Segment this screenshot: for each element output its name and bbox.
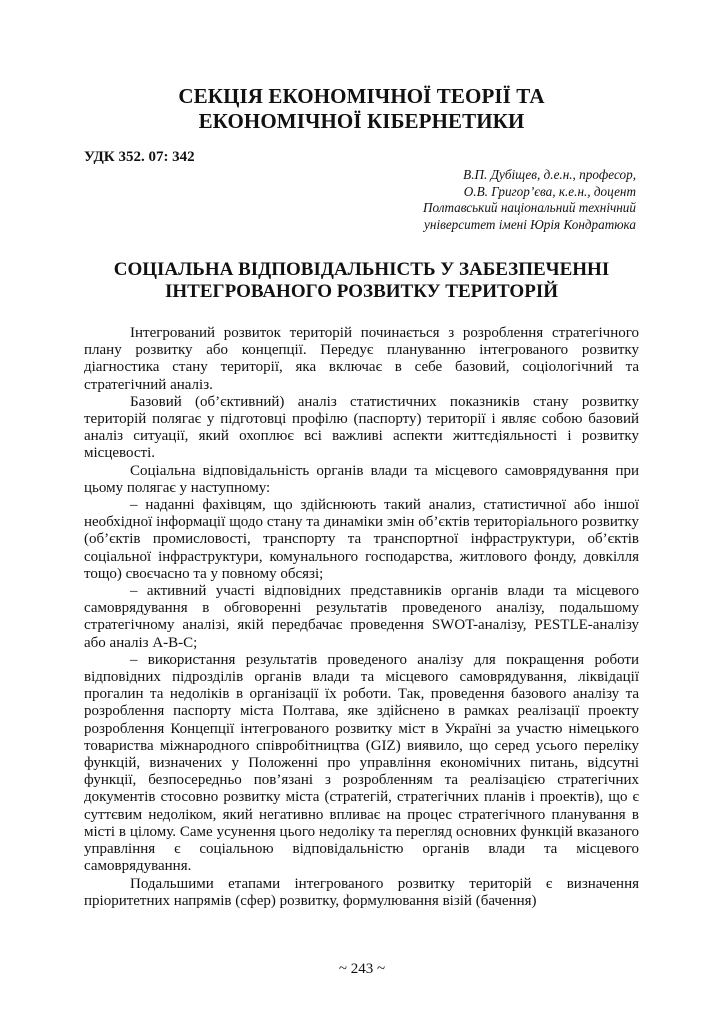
udk-code: УДК 352. 07: 342	[84, 149, 195, 165]
author-2: О.В. Григор’єва, к.е.н., доцент	[463, 183, 636, 199]
list-item-3: – використання результатів проведеного аналізу для покращення роботи відповідних підрозділів органів влади та місцевого самоврядування, ліквідації прогалин та недоліків в організації їх роботи. Так, проведення базового аналізу та розроблення паспорту міста Полтава, яке здійснено в рамках реалізації проекту розроблення Концепції інтегрованого розвитку міст в Україні за участю німецького товариства міжнародного співробітництва (GIZ) виявило, що серед усього переліку функцій, визначених у Положенні про управління економічних питань, відсутні функції, безпосередньо пов’язані з розробленням та реалізацією стратегічних документів стосовно розвитку міста (стратегій, стратегічних планів і проектів), що є суттєвим недоліком, який негативно впливає на процес стратегічного планування в місті в цілому. Саме усунення цього недоліку та перегляд основних функцій вказаного управління є соціальною відповідальністю органів влади та місцевого самоврядування.	[84, 651, 639, 875]
list-item-2: – активний участі відповідних представників органів влади та місцевого самоврядування в обговоренні результатів проведеного аналізу, подальшому стратегічному аналізі, якій передбачає проведення SWOT-аналізу, PESTLE-аналізу або аналіз А-В-С;	[84, 583, 639, 651]
page-number: ~ 243 ~	[338, 961, 386, 977]
affiliation-line-2: університет імені Юрія Кондратюка	[424, 216, 636, 232]
paragraph-2: Базовий (об’єктивний) аналіз статистичних показників стану розвитку територій полягає у підготовці профілю (паспорту) території і являє собою базовий аналіз ситуації, який охоплює всі важливі аспекти життєдіяльності і розвитку місцевості.	[84, 393, 639, 462]
section-title-line-1: СЕКЦІЯ ЕКОНОМІЧНОЇ ТЕОРІЇ ТА	[178, 84, 545, 108]
section-title	[84, 84, 639, 134]
paragraph-4: Подальшими етапами інтегрованого розвитку територій є визначення пріоритетних напрямів (сфер) розвитку, формулювання візій (бачення)	[84, 875, 639, 909]
author-1: В.П. Дубіщев, д.е.н., професор,	[463, 167, 636, 182]
list-item-1: – наданні фахівцям, що здійснюють такий анализ, статистичної або іншої необхідної інформації щодо стану та динаміки змін об’єктів територіального розвитку (об’єктів промисловості, транспорту та транспортної інфраструктури, об’єктів соціальної інфраструктури, комунального господарства, житлового фонду, довкілля тощо) своєчасно та у повному обсязі;	[84, 497, 639, 582]
affiliation-line-1: Полтавський національний технічний	[422, 200, 636, 215]
section-title-line-2: ЕКОНОМІЧНОЇ КІБЕРНЕТИКИ	[198, 109, 525, 133]
article-title-line-2: ІНТЕГРОВАНОГО РОЗВИТКУ ТЕРИТОРІЙ	[164, 281, 558, 302]
author-block	[84, 167, 636, 233]
page-content	[84, 84, 639, 910]
paragraph-3: Соціальна відповідальність органів влади та місцевого самоврядування при цьому полягає у наступному:	[84, 462, 639, 496]
paragraph-1: Інтегрований розвиток територій починається з розроблення стратегічного плану розвитку або концепції. Передує плануванню інтегрованого розвитку діагностика стану території, яка включає в себе базовий, соціологічний та стратегічний аналіз.	[84, 325, 639, 393]
article-body	[84, 325, 639, 910]
article-title	[84, 259, 639, 303]
article-title-line-1: СОЦІАЛЬНА ВІДПОВІДАЛЬНІСТЬ У ЗАБЕЗПЕЧЕННІ	[113, 259, 610, 280]
